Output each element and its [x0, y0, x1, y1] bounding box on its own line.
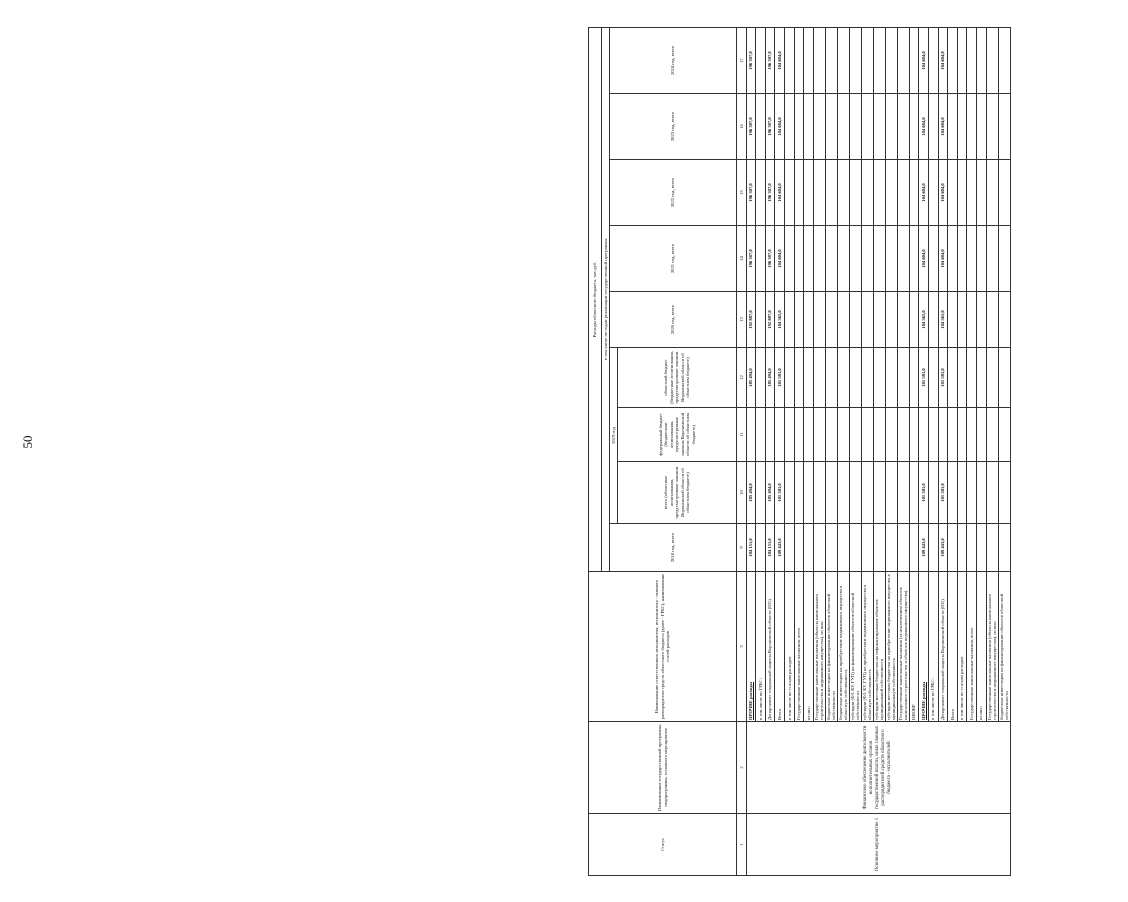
- row-label: ПРОЧИЕ расходы: [919, 572, 929, 722]
- value-cell: [825, 408, 837, 462]
- value-cell: [784, 160, 794, 226]
- status-cell: Основное мероприятие 1: [746, 814, 1010, 876]
- value-cell: [756, 160, 766, 226]
- value-cell: [967, 160, 977, 226]
- value-cell: [837, 160, 849, 226]
- header-2019-regional: областной бюджет (бюджетные ассигнования, предусмотренные законом Воронежской области об областном бюджете): [618, 348, 737, 408]
- row-label: из них:: [804, 572, 814, 722]
- value-cell: [909, 160, 919, 226]
- value-cell: [967, 292, 977, 348]
- value-cell: 104 604,0: [938, 226, 948, 292]
- value-cell: [967, 226, 977, 292]
- value-cell: 196 307,0: [765, 226, 775, 292]
- value-cell: [837, 292, 849, 348]
- value-cell: [873, 94, 885, 160]
- value-cell: [957, 462, 967, 524]
- value-cell: 196 307,0: [765, 27, 775, 93]
- value-cell: [825, 348, 837, 408]
- value-cell: 109 443,0: [919, 524, 929, 572]
- value-cell: [813, 462, 825, 524]
- value-cell: [784, 348, 794, 408]
- value-cell: [928, 292, 938, 348]
- value-cell: 184 151,0: [765, 524, 775, 572]
- value-cell: [957, 27, 967, 93]
- value-cell: [794, 226, 804, 292]
- value-cell: 104 604,0: [775, 94, 785, 160]
- value-cell: [873, 462, 885, 524]
- header-program: Наименование государственной программы, подпрограммы, основного мероприятия: [589, 722, 737, 814]
- row-label: субсидии местным бюджетам на софинансирование объектов муниципальной собственности: [873, 572, 885, 722]
- header-2020: 2020 год, всего: [610, 292, 737, 348]
- value-cell: 192 887,0: [746, 292, 756, 348]
- value-cell: [986, 226, 998, 292]
- value-cell: [885, 408, 897, 462]
- page-number: 50: [20, 435, 35, 449]
- value-cell: [794, 292, 804, 348]
- value-cell: [986, 27, 998, 93]
- value-cell: [928, 94, 938, 160]
- value-cell: [976, 524, 986, 572]
- value-cell: [794, 348, 804, 408]
- value-cell: [873, 348, 885, 408]
- col-num: 9: [737, 524, 747, 572]
- column-number-row: [737, 27, 747, 875]
- value-cell: [849, 348, 861, 408]
- value-cell: 104 604,0: [938, 94, 948, 160]
- value-cell: [928, 27, 938, 93]
- col-num: 3: [737, 572, 747, 722]
- value-cell: [957, 94, 967, 160]
- value-cell: 101 581,0: [775, 462, 785, 524]
- value-cell: [873, 226, 885, 292]
- value-cell: [837, 226, 849, 292]
- value-cell: [885, 348, 897, 408]
- value-cell: 104 565,0: [919, 292, 929, 348]
- value-cell: [849, 94, 861, 160]
- value-cell: [976, 348, 986, 408]
- value-cell: [928, 462, 938, 524]
- value-cell: [948, 348, 958, 408]
- value-cell: 192 887,0: [765, 292, 775, 348]
- value-cell: 196 307,0: [746, 160, 756, 226]
- value-cell: [909, 408, 919, 462]
- row-label: субсидии местным бюджетам на приобретение недвижимого имущества в муниципальную собственность: [885, 572, 897, 722]
- col-num: 2: [737, 722, 747, 814]
- row-label: субсидии (ФЗ, КУ, ГУП) на финансирование объектов областной собственности: [849, 572, 861, 722]
- value-cell: [998, 348, 1010, 408]
- value-cell: [998, 524, 1010, 572]
- value-cell: [813, 348, 825, 408]
- value-cell: [885, 462, 897, 524]
- value-cell: [813, 524, 825, 572]
- value-cell: [813, 27, 825, 93]
- value-cell: [909, 292, 919, 348]
- header-2022: 2022 год, всего: [610, 160, 737, 226]
- col-num: 1: [737, 814, 747, 876]
- value-cell: [756, 462, 766, 524]
- value-cell: [998, 94, 1010, 160]
- row-label: Государственные капитальные вложения, всего: [967, 572, 977, 722]
- value-cell: [957, 408, 967, 462]
- row-label: субсидии (ФЗ, КУ, ГУП) на приобретение недвижимого имущества в областную собственность: [861, 572, 873, 722]
- value-cell: [746, 408, 756, 462]
- value-cell: 185 494,0: [765, 462, 775, 524]
- value-cell: [756, 27, 766, 93]
- value-cell: [928, 524, 938, 572]
- col-num: 10: [737, 462, 747, 524]
- value-cell: [957, 226, 967, 292]
- row-label: из них:: [976, 572, 986, 722]
- value-cell: [794, 160, 804, 226]
- value-cell: 184 151,0: [746, 524, 756, 572]
- value-cell: [986, 94, 998, 160]
- value-cell: [998, 27, 1010, 93]
- value-cell: [804, 226, 814, 292]
- value-cell: [897, 524, 909, 572]
- value-cell: [897, 226, 909, 292]
- value-cell: [825, 27, 837, 93]
- value-cell: [756, 408, 766, 462]
- row-label: в том числе по ГРБС:: [928, 572, 938, 722]
- value-cell: [804, 94, 814, 160]
- value-cell: [897, 27, 909, 93]
- value-cell: [986, 524, 998, 572]
- value-cell: [825, 160, 837, 226]
- header-2019-federal: федеральный бюджет (бюджетные ассигнования, предусмотренные законом Воронежской области об областном бюджете): [618, 408, 737, 462]
- value-cell: 104 604,0: [919, 226, 929, 292]
- value-cell: [794, 524, 804, 572]
- value-cell: [804, 408, 814, 462]
- value-cell: [825, 94, 837, 160]
- value-cell: [967, 524, 977, 572]
- program-cell: Финансовое обеспечение деятельности исполнительных органов государственной власти, иных главных распорядителей средств областного бюджета - исполнителей: [746, 722, 1010, 814]
- value-cell: [967, 27, 977, 93]
- value-cell: [873, 524, 885, 572]
- table-row: [746, 27, 756, 875]
- row-label: НИОКР: [909, 572, 919, 722]
- value-cell: [957, 348, 967, 408]
- value-cell: [998, 462, 1010, 524]
- value-cell: [794, 462, 804, 524]
- value-cell: [897, 292, 909, 348]
- value-cell: [837, 524, 849, 572]
- value-cell: [861, 94, 873, 160]
- value-cell: [849, 27, 861, 93]
- col-num: 12: [737, 348, 747, 408]
- header-status: Статус: [589, 814, 737, 876]
- value-cell: [784, 226, 794, 292]
- value-cell: [976, 462, 986, 524]
- value-cell: [909, 226, 919, 292]
- row-label: бюджетные инвестиции на приобретение недвижимого имущества в областную собственность: [837, 572, 849, 722]
- value-cell: 196 307,0: [746, 94, 756, 160]
- value-cell: [897, 408, 909, 462]
- value-cell: [756, 94, 766, 160]
- value-cell: [919, 408, 929, 462]
- value-cell: 101 581,0: [919, 462, 929, 524]
- value-cell: [873, 408, 885, 462]
- value-cell: [873, 292, 885, 348]
- value-cell: [861, 292, 873, 348]
- value-cell: [861, 226, 873, 292]
- header-budget-sub: в том числе по годам реализации государственной программы: [602, 27, 610, 571]
- value-cell: [861, 160, 873, 226]
- value-cell: [967, 408, 977, 462]
- value-cell: [897, 94, 909, 160]
- row-label: в том числе по ГРБС:: [756, 572, 766, 722]
- header-2019-total: всего (областные ассигнования, предусмотренные законом Воронежской области об областном бюджете): [618, 462, 737, 524]
- value-cell: [784, 408, 794, 462]
- value-cell: [885, 226, 897, 292]
- header-2019-group: 2019 год: [610, 348, 618, 524]
- header-2024: 2024 год, всего: [610, 27, 737, 93]
- value-cell: [837, 348, 849, 408]
- value-cell: [909, 462, 919, 524]
- value-cell: [804, 462, 814, 524]
- value-cell: [837, 94, 849, 160]
- value-cell: 104 604,0: [775, 27, 785, 93]
- value-cell: [998, 226, 1010, 292]
- row-label: Департамент социальной защиты Воронежской области (831): [765, 572, 775, 722]
- value-cell: 185 494,0: [746, 348, 756, 408]
- value-cell: 104 604,0: [919, 94, 929, 160]
- value-cell: [849, 226, 861, 292]
- value-cell: [849, 408, 861, 462]
- value-cell: 101 581,0: [938, 462, 948, 524]
- value-cell: [765, 408, 775, 462]
- value-cell: [998, 292, 1010, 348]
- value-cell: [967, 462, 977, 524]
- value-cell: [928, 226, 938, 292]
- row-label: Всего: [948, 572, 958, 722]
- row-label: ПРОЧИЕ расходы: [746, 572, 756, 722]
- value-cell: 101 581,0: [919, 348, 929, 408]
- value-cell: [849, 292, 861, 348]
- row-label: Государственные капитальные вложения (объекты капитального строительства и недвижимого имущества), из них:: [813, 572, 825, 722]
- value-cell: 196 307,0: [765, 94, 775, 160]
- header-executor: Наименование ответственного исполнителя, исполнителя - главного распорядителя средств областного бюджета (далее - ГРБС), наименование статей расходов: [589, 572, 737, 722]
- value-cell: 104 604,0: [938, 27, 948, 93]
- value-cell: 109 443,0: [938, 524, 948, 572]
- value-cell: [804, 160, 814, 226]
- value-cell: [861, 348, 873, 408]
- value-cell: [909, 524, 919, 572]
- row-label: Департамент социальной защиты Воронежской области (831): [938, 572, 948, 722]
- value-cell: [948, 292, 958, 348]
- value-cell: [837, 462, 849, 524]
- row-label: Государственные капитальные вложения, всего: [794, 572, 804, 722]
- value-cell: [967, 94, 977, 160]
- value-cell: [909, 94, 919, 160]
- value-cell: [976, 408, 986, 462]
- col-num: 11: [737, 408, 747, 462]
- value-cell: [861, 27, 873, 93]
- value-cell: [825, 462, 837, 524]
- value-cell: [813, 226, 825, 292]
- value-cell: [775, 408, 785, 462]
- value-cell: 185 494,0: [746, 462, 756, 524]
- col-num: 16: [737, 94, 747, 160]
- value-cell: [976, 94, 986, 160]
- value-cell: [794, 27, 804, 93]
- value-cell: 101 581,0: [938, 348, 948, 408]
- row-label: бюджетные инвестиции на финансирование объектов областной собственности: [998, 572, 1010, 722]
- value-cell: [756, 292, 766, 348]
- col-num: 15: [737, 160, 747, 226]
- value-cell: [948, 524, 958, 572]
- value-cell: [967, 348, 977, 408]
- value-cell: [986, 160, 998, 226]
- value-cell: [976, 292, 986, 348]
- row-label: в том числе по статьям расходов: [784, 572, 794, 722]
- value-cell: [849, 160, 861, 226]
- header-2023: 2023 год, всего: [610, 94, 737, 160]
- value-cell: [837, 408, 849, 462]
- value-cell: [998, 160, 1010, 226]
- value-cell: [794, 94, 804, 160]
- row-label: Государственные капитальные вложения (за исключением объектов капитального строительства и объектов недвижимого имущества): [897, 572, 909, 722]
- value-cell: [976, 226, 986, 292]
- value-cell: [804, 348, 814, 408]
- value-cell: [873, 160, 885, 226]
- value-cell: [928, 160, 938, 226]
- value-cell: [873, 27, 885, 93]
- row-label: Государственные капитальные вложения (объекты капитального строительства и недвижимого имущества), из них:: [986, 572, 998, 722]
- value-cell: [825, 524, 837, 572]
- value-cell: [976, 27, 986, 93]
- value-cell: [756, 226, 766, 292]
- value-cell: [948, 226, 958, 292]
- row-label: в том числе по статьям расходов: [957, 572, 967, 722]
- value-cell: [948, 27, 958, 93]
- value-cell: [804, 27, 814, 93]
- value-cell: [813, 160, 825, 226]
- row-label: бюджетные инвестиции на финансирование объектов областной собственности: [825, 572, 837, 722]
- header-budget-group: Расходы областного бюджета, тыс.руб.: [589, 27, 602, 571]
- value-cell: [909, 348, 919, 408]
- value-cell: [813, 408, 825, 462]
- value-cell: [938, 408, 948, 462]
- value-cell: [784, 462, 794, 524]
- value-cell: 104 604,0: [919, 160, 929, 226]
- value-cell: [784, 94, 794, 160]
- value-cell: [957, 292, 967, 348]
- col-num: 14: [737, 226, 747, 292]
- value-cell: [885, 524, 897, 572]
- value-cell: [849, 524, 861, 572]
- value-cell: [813, 94, 825, 160]
- value-cell: 196 307,0: [746, 226, 756, 292]
- value-cell: [784, 27, 794, 93]
- value-cell: 104 604,0: [775, 226, 785, 292]
- value-cell: [861, 462, 873, 524]
- value-cell: 109 443,0: [775, 524, 785, 572]
- value-cell: 185 494,0: [765, 348, 775, 408]
- value-cell: [804, 524, 814, 572]
- value-cell: [861, 408, 873, 462]
- value-cell: [784, 524, 794, 572]
- value-cell: [986, 408, 998, 462]
- value-cell: [928, 408, 938, 462]
- table-body: [746, 27, 1010, 875]
- value-cell: [825, 292, 837, 348]
- value-cell: [957, 524, 967, 572]
- value-cell: [885, 160, 897, 226]
- value-cell: [976, 160, 986, 226]
- value-cell: [885, 27, 897, 93]
- row-label: Всего: [775, 572, 785, 722]
- value-cell: [804, 292, 814, 348]
- value-cell: 196 307,0: [746, 27, 756, 93]
- value-cell: [928, 348, 938, 408]
- value-cell: [986, 462, 998, 524]
- value-cell: [957, 160, 967, 226]
- value-cell: 101 581,0: [775, 348, 785, 408]
- value-cell: [909, 27, 919, 93]
- value-cell: 104 565,0: [775, 292, 785, 348]
- value-cell: [948, 462, 958, 524]
- value-cell: [784, 292, 794, 348]
- value-cell: 196 307,0: [765, 160, 775, 226]
- value-cell: [998, 408, 1010, 462]
- col-num: 17: [737, 27, 747, 93]
- value-cell: [897, 348, 909, 408]
- value-cell: 104 604,0: [919, 27, 929, 93]
- col-num: 13: [737, 292, 747, 348]
- value-cell: [837, 27, 849, 93]
- value-cell: [849, 462, 861, 524]
- value-cell: [885, 292, 897, 348]
- value-cell: [794, 408, 804, 462]
- value-cell: 104 604,0: [938, 160, 948, 226]
- budget-table: [588, 27, 1011, 876]
- value-cell: 104 565,0: [938, 292, 948, 348]
- value-cell: [986, 292, 998, 348]
- header-2018: 2018 год, всего: [610, 524, 737, 572]
- value-cell: 104 604,0: [775, 160, 785, 226]
- value-cell: [756, 524, 766, 572]
- value-cell: [825, 226, 837, 292]
- value-cell: [897, 160, 909, 226]
- value-cell: [986, 348, 998, 408]
- value-cell: [885, 94, 897, 160]
- value-cell: [948, 160, 958, 226]
- budget-table-rotated: [588, 28, 1128, 876]
- value-cell: [756, 348, 766, 408]
- value-cell: [897, 462, 909, 524]
- header-2021: 2021 год, всего: [610, 226, 737, 292]
- value-cell: [948, 94, 958, 160]
- value-cell: [813, 292, 825, 348]
- value-cell: [861, 524, 873, 572]
- value-cell: [948, 408, 958, 462]
